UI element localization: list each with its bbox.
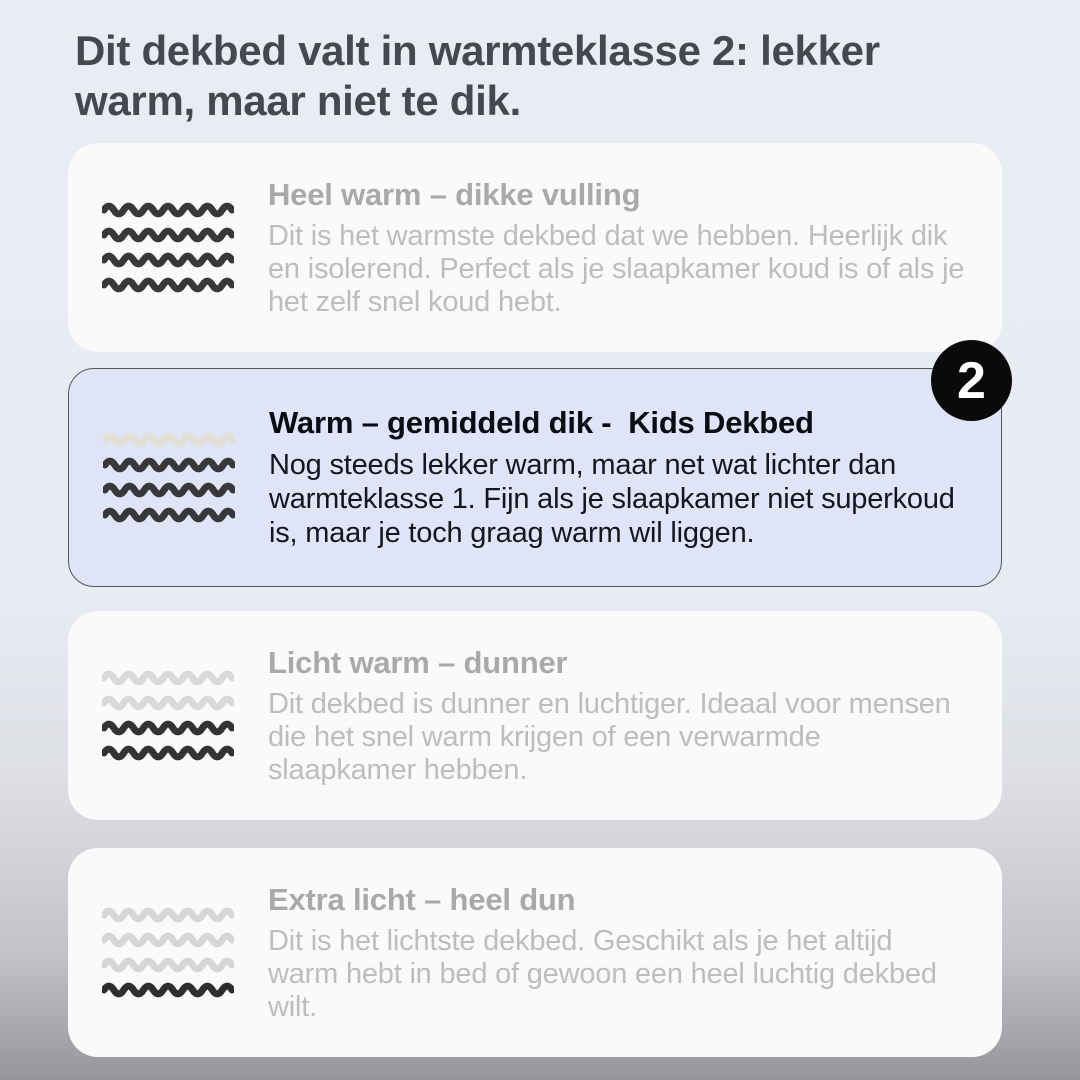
wave-icon xyxy=(102,669,234,687)
warmth-class-card-2-selected xyxy=(68,368,1002,587)
wave-icon xyxy=(102,744,234,762)
card-body: Nog steeds lekker warm, maar net wat lichter dan warmteklasse 1. Fijn als je slaapkamer niet superkoud is, maar je toch graag warm wil liggen. xyxy=(269,449,955,549)
wave-icon xyxy=(102,201,234,219)
card-body: Dit is het warmste dekbed dat we hebben. Heerlijk dik en isolerend. Perfect als je slaapkamer koud is of als je het zelf snel koud hebt. xyxy=(268,219,965,318)
wave-icon xyxy=(102,276,234,294)
warmteklasse-2-number-badge: 2 xyxy=(931,340,1012,421)
wave-icon xyxy=(102,226,234,244)
page-title-line-1: Dit dekbed valt in warmteklasse 2: lekker xyxy=(75,27,880,74)
wave-icon xyxy=(102,719,234,737)
card-title: Extra licht – heel dun xyxy=(268,881,576,917)
card-title: Warm – gemiddeld dik - Kids Dekbed xyxy=(269,405,814,440)
wave-icon xyxy=(102,931,234,949)
wave-icon xyxy=(102,906,234,924)
wave-icon xyxy=(102,981,234,999)
card-title: Licht warm – dunner xyxy=(268,644,568,680)
warmth-waves-icon xyxy=(68,669,268,762)
card-body: Dit is het lichtste dekbed. Geschikt als je het altijd warm hebt in bed of gewoon een heel luchtig dekbed wilt. xyxy=(268,924,937,1023)
warmth-waves-icon xyxy=(69,431,269,524)
warmth-class-card-1 xyxy=(68,143,1002,352)
page-title xyxy=(75,26,880,126)
wave-icon xyxy=(103,431,235,449)
wave-icon xyxy=(102,694,234,712)
card-text xyxy=(268,645,1002,787)
warmth-class-card-3 xyxy=(68,611,1002,820)
wave-icon xyxy=(103,481,235,499)
wave-icon xyxy=(103,506,235,524)
wave-icon xyxy=(103,456,235,474)
page-title-line-2: warm, maar niet te dik. xyxy=(75,77,521,124)
card-text xyxy=(268,882,1002,1024)
warmth-class-card-4 xyxy=(68,848,1002,1057)
warmth-waves-icon xyxy=(68,201,268,294)
card-body: Dit dekbed is dunner en luchtiger. Ideaal voor mensen die het snel warm krijgen of een verwarmde slaapkamer hebben. xyxy=(268,687,951,786)
card-title: Heel warm – dikke vulling xyxy=(268,176,641,212)
wave-icon xyxy=(102,956,234,974)
wave-icon xyxy=(102,251,234,269)
card-text xyxy=(269,405,1001,550)
warmth-waves-icon xyxy=(68,906,268,999)
card-text xyxy=(268,177,1002,319)
